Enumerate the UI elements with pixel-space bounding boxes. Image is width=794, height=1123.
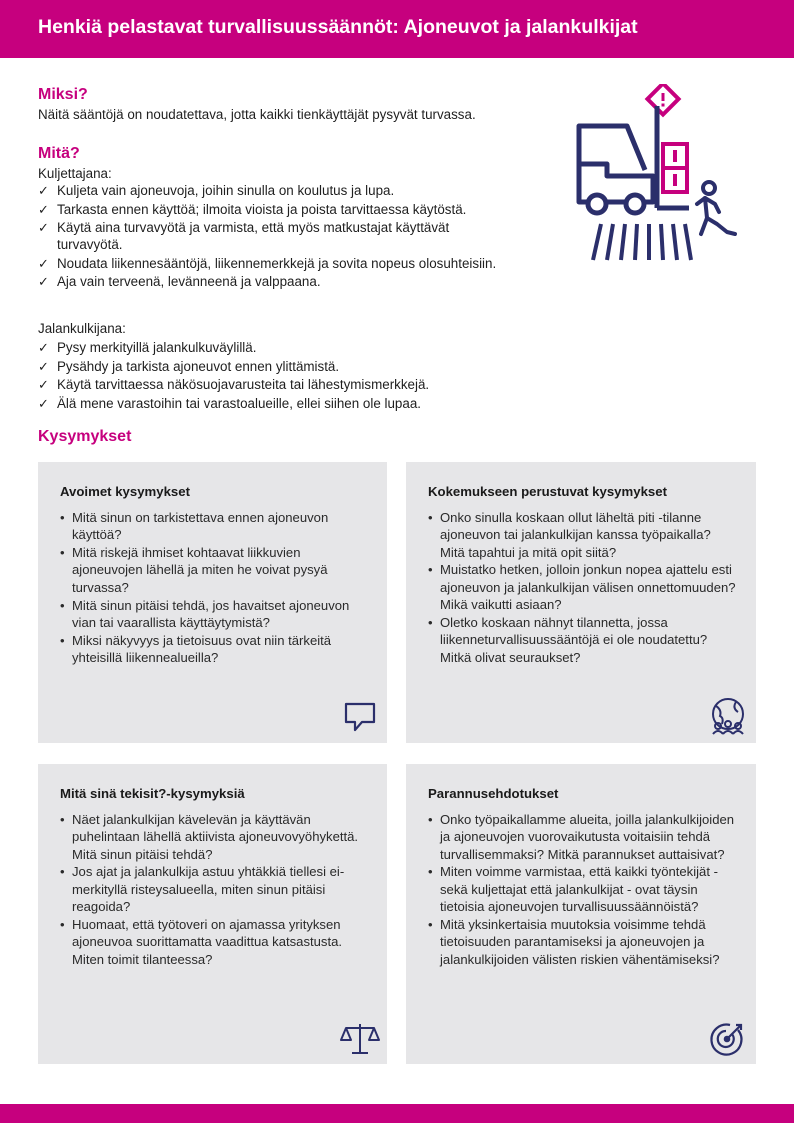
driver-rule: ✓ Aja vain terveenä, levänneenä ja valppaana. [38,274,321,290]
scales-icon [340,1020,380,1056]
drivers-list [38,182,508,292]
list-item: • Oletko koskaan nähnyt tilannetta, jossa liikenneturvallisuussääntöjä ei ole noudatettu? Mitkä olivat seuraukset? [428,614,708,665]
card-question-list [60,811,360,968]
why-text: Näitä sääntöjä on noudatettava, jotta kaikki tienkäyttäjät pysyvät turvassa. [38,107,476,122]
list-item: • Mitä sinun pitäisi tehdä, jos havaitset ajoneuvon vian tai vaarallista käyttäytymistä? [60,597,350,630]
forklift-pedestrian-illustration [567,84,757,264]
question-card-improvements [406,764,756,1064]
question-card-what-would-you-do [38,764,387,1064]
card-title: Parannusehdotukset [428,786,559,801]
list-item: • Muistatko hetken, jolloin jonkun nopea ajattelu esti ajoneuvon ja jalankulkijan välisen onnettomuuden? Mikä vaikutti asiaan? [428,562,736,613]
cargo-box-icon [663,144,687,192]
driver-rule: ✓ Noudata liikennesääntöjä, liikennemerkkejä ja sovita nopeus olosuhteisiin. [38,255,497,271]
card-question-list [428,811,738,968]
list-item: • Mitä riskejä ihmiset kohtaavat liikkuvien ajoneuvojen lähellä ja miten he voivat pysyä turvassa? [60,545,328,595]
speech-bubble-icon [342,698,378,734]
list-item: • Onko työpaikallamme alueita, joilla jalankulkijoiden ja ajoneuvojen vuorovaikutusta voitaisiin tehdä turvallisemmaksi? Mitkä parannukset auttaisivat? [428,812,735,862]
page-title: Henkiä pelastavat turvallisuussäännöt: Ajoneuvot ja jalankulkijat [38,16,638,38]
list-item: • Miten voimme varmistaa, että kaikki työntekijät - sekä kuljettajat että jalankulkijat - ovat täysin tietoisia ajoneuvojen turvallisuussäännöistä? [428,864,718,915]
why-heading: Miksi? [38,86,88,103]
pedestrians-list [38,339,558,413]
pedestrian-rule: ✓ Käytä tarvittaessa näkösuojavarusteita tai lähestymismerkkejä. [38,377,430,392]
card-question-list [60,509,360,667]
footer-bar [0,1104,794,1123]
pedestrian-rule: ✓ Pysähdy ja tarkista ajoneuvot ennen ylittämistä. [38,358,340,374]
header-bar [0,0,794,58]
crosswalk-icon [593,224,691,260]
check-icon: ✓ [38,220,49,235]
drivers-label: Kuljettajana: [38,166,112,181]
list-item: • Mitä sinun on tarkistettava ennen ajoneuvon käyttöä? [60,510,329,543]
pedestrian-icon [697,182,735,234]
list-item: • Huomaat, että työtoveri on ajamassa yrityksen ajoneuvoa suorittamatta vaadittua katsastusta. Miten toimit tilanteessa? [60,916,343,967]
questions-heading: Kysymykset [38,428,132,445]
globe-people-icon [708,696,748,736]
what-heading: Mitä? [38,145,80,162]
list-item: • Jos ajat ja jalankulkija astuu yhtäkkiä tiellesi ei-merkityllä risteysalueella, miten sinun pitäisi reagoida? [60,864,345,915]
check-icon: ✓ [38,358,49,374]
driver-rule: ✓ Tarkasta ennen käyttöä; ilmoita vioista ja poista tarvittaessa käytöstä. [38,201,467,217]
warning-diamond-icon [647,84,678,115]
card-title: Kokemukseen perustuvat kysymykset [428,484,667,499]
list-item: • Mitä yksinkertaisia muutoksia voisimme tehdä tietoisuuden parantamiseksi ja ajoneuvojen ja jalankulkijoiden välisten riskien vähentämiseksi? [428,916,720,967]
check-icon: ✓ [38,340,49,355]
pedestrians-label: Jalankulkijana: [38,321,126,336]
question-card-experience [406,462,756,743]
check-icon: ✓ [38,395,49,411]
card-title: Mitä sinä tekisit?-kysymyksiä [60,786,245,801]
check-icon: ✓ [38,201,49,217]
list-item: • Näet jalankulkijan kävelevän ja käyttävän puhelintaan lähellä aktiivista ajoneuvovyöhykettä. Mitä sinun pitäisi tehdä? [60,812,359,862]
check-icon: ✓ [38,377,49,392]
pedestrian-rule: ✓ Älä mene varastoihin tai varastoalueille, ellei siihen ole lupaa. [38,395,421,411]
check-icon: ✓ [38,255,49,271]
question-card-open [38,462,387,743]
pedestrian-rule: ✓ Pysy merkityillä jalankulkuväylillä. [38,340,257,355]
card-question-list [428,509,738,666]
list-item: • Onko sinulla koskaan ollut läheltä piti -tilanne ajoneuvon tai jalankulkijan kanssa työpaikalla? Mitä tapahtui ja mitä opit siitä? [428,510,711,560]
driver-rule: ✓ Käytä aina turvavyötä ja varmista, että myös matkustajat käyttävät turvavyötä. [38,220,450,253]
driver-rule: ✓ Kuljeta vain ajoneuvoja, joihin sinulla on koulutus ja lupa. [38,183,395,198]
check-icon: ✓ [38,183,49,198]
check-icon: ✓ [38,274,49,290]
card-title: Avoimet kysymykset [60,484,190,499]
target-icon [708,1020,746,1058]
list-item: • Miksi näkyvyys ja tietoisuus ovat niin tärkeitä yhteisillä liikennealueilla? [60,632,332,666]
